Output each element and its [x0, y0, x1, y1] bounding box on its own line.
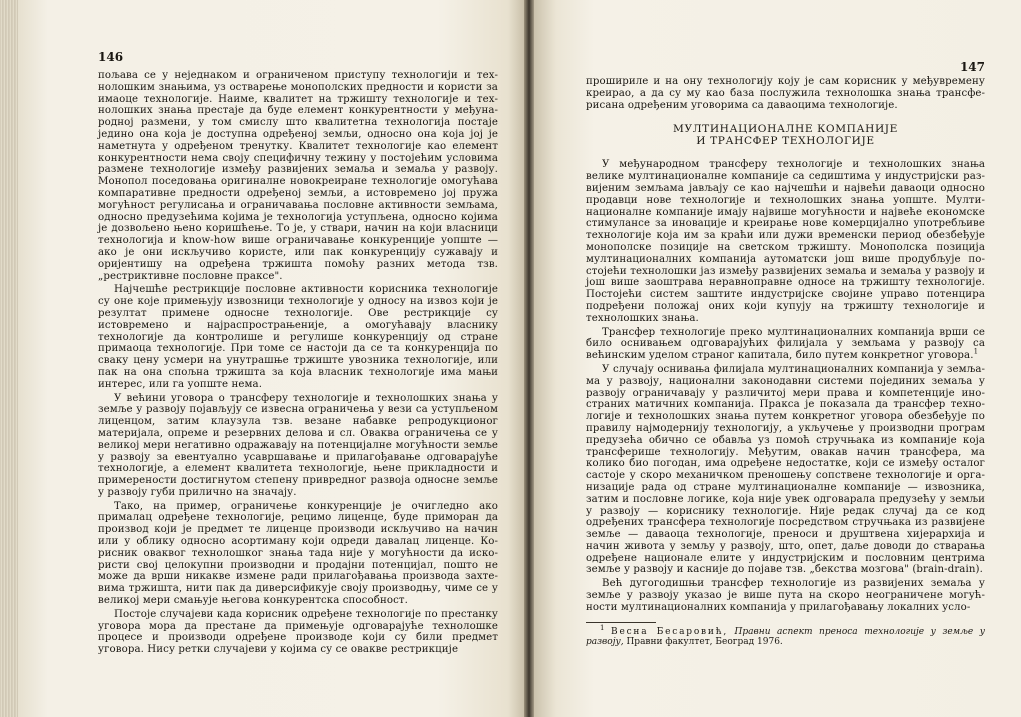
left-paragraph-1: пољава се у неједнаком и ограниченом приступу технологији и технолошким знањима, уз остварење монополских предности и користи за имаоце технологије. Наиме, квалитет на тржишту технологије и технолошких знања престаје да буде елемент конкурентности у међународној размени, у том смислу што квалитетна технологија постаје једино она која је доступна одређеној земљи, односно она која јој је наметнута у одређеном тренутку. Квалитет технологије као елемент конкурентности нема своју специфичну тежину у постојећим условима размене технологије између развијених земаља и земаља у развоју. Монопол поседовања оригиналне новокреиране технологије омогућава компаративне предности одређеној земљи, а истовремено јој пружа могућност регулисања и ограничавања пословне активности земљама, односно предузећима којима је технологија уступљена, односно којима је дозвољено њено коришћење. То је, у ствари, начин на који власници технологија и know-how више ограничавање конкуренције уопште — ако је они искључиво користе, или пак конкуренцију сужавају и оријентишу на одређена тржишта помоћу разних метода тзв. „рестриктивне пословне праксе". — [98, 70, 498, 282]
left-paragraph-4: Тако, на пример, ограничење конкуренције је очигледно ако прималац одређене технологије, рецимо лиценце, буде приморан да производ који је предмет те лиценце производи искључиво на начин или у облику односно асортиману који одреди давалац лиценце. Корисник оваквог технолошког знања тада није у могућности да искористи свој целокупни производни и продајни потенцијал, пошто не може да врши никакве измене ради прилагођавања производа захтевима тржишта, нити пак да диверсификује свoју производњу, чиме се у великој мери смањује његова конкурентска способност. — [98, 500, 498, 607]
left-page — [18, 0, 524, 717]
right-intro-paragraph: прошириле и на ону технологију коју је сам корисник у међувремену креирао, а да су му као база послужила технолошка знања трансферисана одређеним уговорима са даваоцима технологије. — [586, 76, 985, 111]
footnote-author: Весна Бесаровић, — [611, 626, 728, 637]
book-page-edges — [0, 0, 18, 717]
page-number-left: 146 — [98, 50, 124, 64]
right-paragraph-2-text: Трансфер технологије преко мултинационалних компанија врши се било оснивањем одговарајућих филијала у земљама у развоју са већинским уделом страног капитала, било путем конкретног уговора. — [586, 326, 985, 362]
footnote-title: Правни аспект преноса технологије у земље у развоју, — [586, 626, 985, 648]
right-page — [534, 0, 1021, 717]
page-number-right: 147 — [959, 60, 985, 74]
right-paragraph-3: У случају оснивања филијала мултинационалних компанија у земљама у развоју, национални законодавни системи појединих земаља у развоју ограничавају у различитој мери права и компетенције иностраних матичних компанија. Пракса је показала да трансфер технологије и технолошких знања путем конкретног уговора обезбеђује по правилу најмодернију технологију, а укључење у производни програм предузећа обично се обавља уз помоћ стручњака из компаније која трансферише технологију. Међутим, овакав начин трансфера, ма колико био погодан, има одређене недостатке, који се између осталог састоје у скоро механичком преношењу сопствене технологије и организације рада од стране мултинационалне компаније — извозника, затим и пословне логике, која није увек одговарала предузећу у земљи у развоју — кориснику технологије. Није редак случај да се код одређених трансфера технологије посредством стручњака из развијене земље — даваоца технологије, преноси и друштвена хијерархија и начин живота у земљу у развоју, што, опет, даље доводи до стварања одређене национале елите у индустријским и пословним центрима земље у развоју и касније до појаве тзв. „бекства мозгова" (brain-drain). — [586, 363, 985, 576]
right-paragraph-1: У међународном трансферу технологије и технолошких знања велике мултинационалне компаније са седиштима у индустријски развијеним земљама јављају се као најчешћи и највећи даваоци односно продавци нове технологије и технолошких знања уопште. Мултинационалне компаније имају највише могућности и највеће економске стимулансе за иновације и креирање нове комерцијално употребљиве технологије која им за краћи или дужи временски период обезбеђује монополске позиције на светском тржишту. Монополска позиција мултинационалних компанија аутоматски још више продубљује постојећи технолошки јаз између развијених земаља и земаља у развоју и још више заоштрава неравноправне односе на тржишту технологије. Постојећи систем заштите индустријске својине управо потенцира подређени положај оних који купују на тржишту технологије и технолошких знања. — [586, 159, 985, 324]
book-gutter — [524, 0, 534, 717]
left-paragraph-5: Постоје случајеви када корисник одређене технологије по престанку уговора мора да престане да примењује одговарајуће технолошке процесе и производи одређене производе који су били предмет уговора. Нису ретки случајеви у којима су се овакве рестрикције — [98, 608, 498, 656]
footnote-reference: 1 — [973, 347, 979, 356]
right-paragraph-2 — [586, 327, 985, 362]
footnote-publisher: Правни факултет, Београд 1976. — [626, 637, 783, 648]
left-paragraph-2: Најчешће рестрикције пословне активности корисника технологије су оне које примењују извозници технологије у односу на извоз који је резултат примене односне технологије. Ове рестрикције су истовремено и најраспрострањеније, а омогућавају власнику технологије да контролише и регулише конкуренцију од стране примаоца технологије. При томе се настоји да се та конкуренција по сваку цену усмери на унутрашње тржиште увозника технологије, или пак на она спољна тржишта за која власник технологије има мањи интерес, или га уопште нема. — [98, 284, 498, 390]
section-heading-line-1: МУЛТИНАЦИОНАЛНЕ КОМПАНИЈЕ — [673, 123, 898, 136]
right-paragraph-4: Већ дугогодишњи трансфер технологије из развијених земаља у земље у развоју указао је више пута на скоро неограничене могућности мултинационалних компанија у прилагођавању локалних усло- — [586, 578, 985, 613]
section-heading-line-2: И ТРАНСФЕР ТЕХНОЛОГИЈЕ — [696, 135, 875, 148]
footnote-number: 1 — [600, 623, 605, 632]
footnote-divider — [586, 622, 656, 623]
footnote — [586, 623, 985, 648]
section-heading — [586, 123, 985, 147]
left-paragraph-3: У већини уговора о трансферу технологије и технолошких знања у земље у развоју појављују се извесна ограничења у вези са уступљеном лиценцом, затим клаузула тзв. везане набавке репродукционог материјала, опреме и резервних делова и сл. Оваква ограничења се у великој мери негативно одражавају на потенцијалне могућности земље у развоју за евентуално усавршавање и прилагођавање одговарајуће технологије, а елемент квалитета технологије, њене прикладности и примерености достигнутом степену привредног развоја односне земље у развоју губи прилично на значају. — [98, 392, 498, 498]
